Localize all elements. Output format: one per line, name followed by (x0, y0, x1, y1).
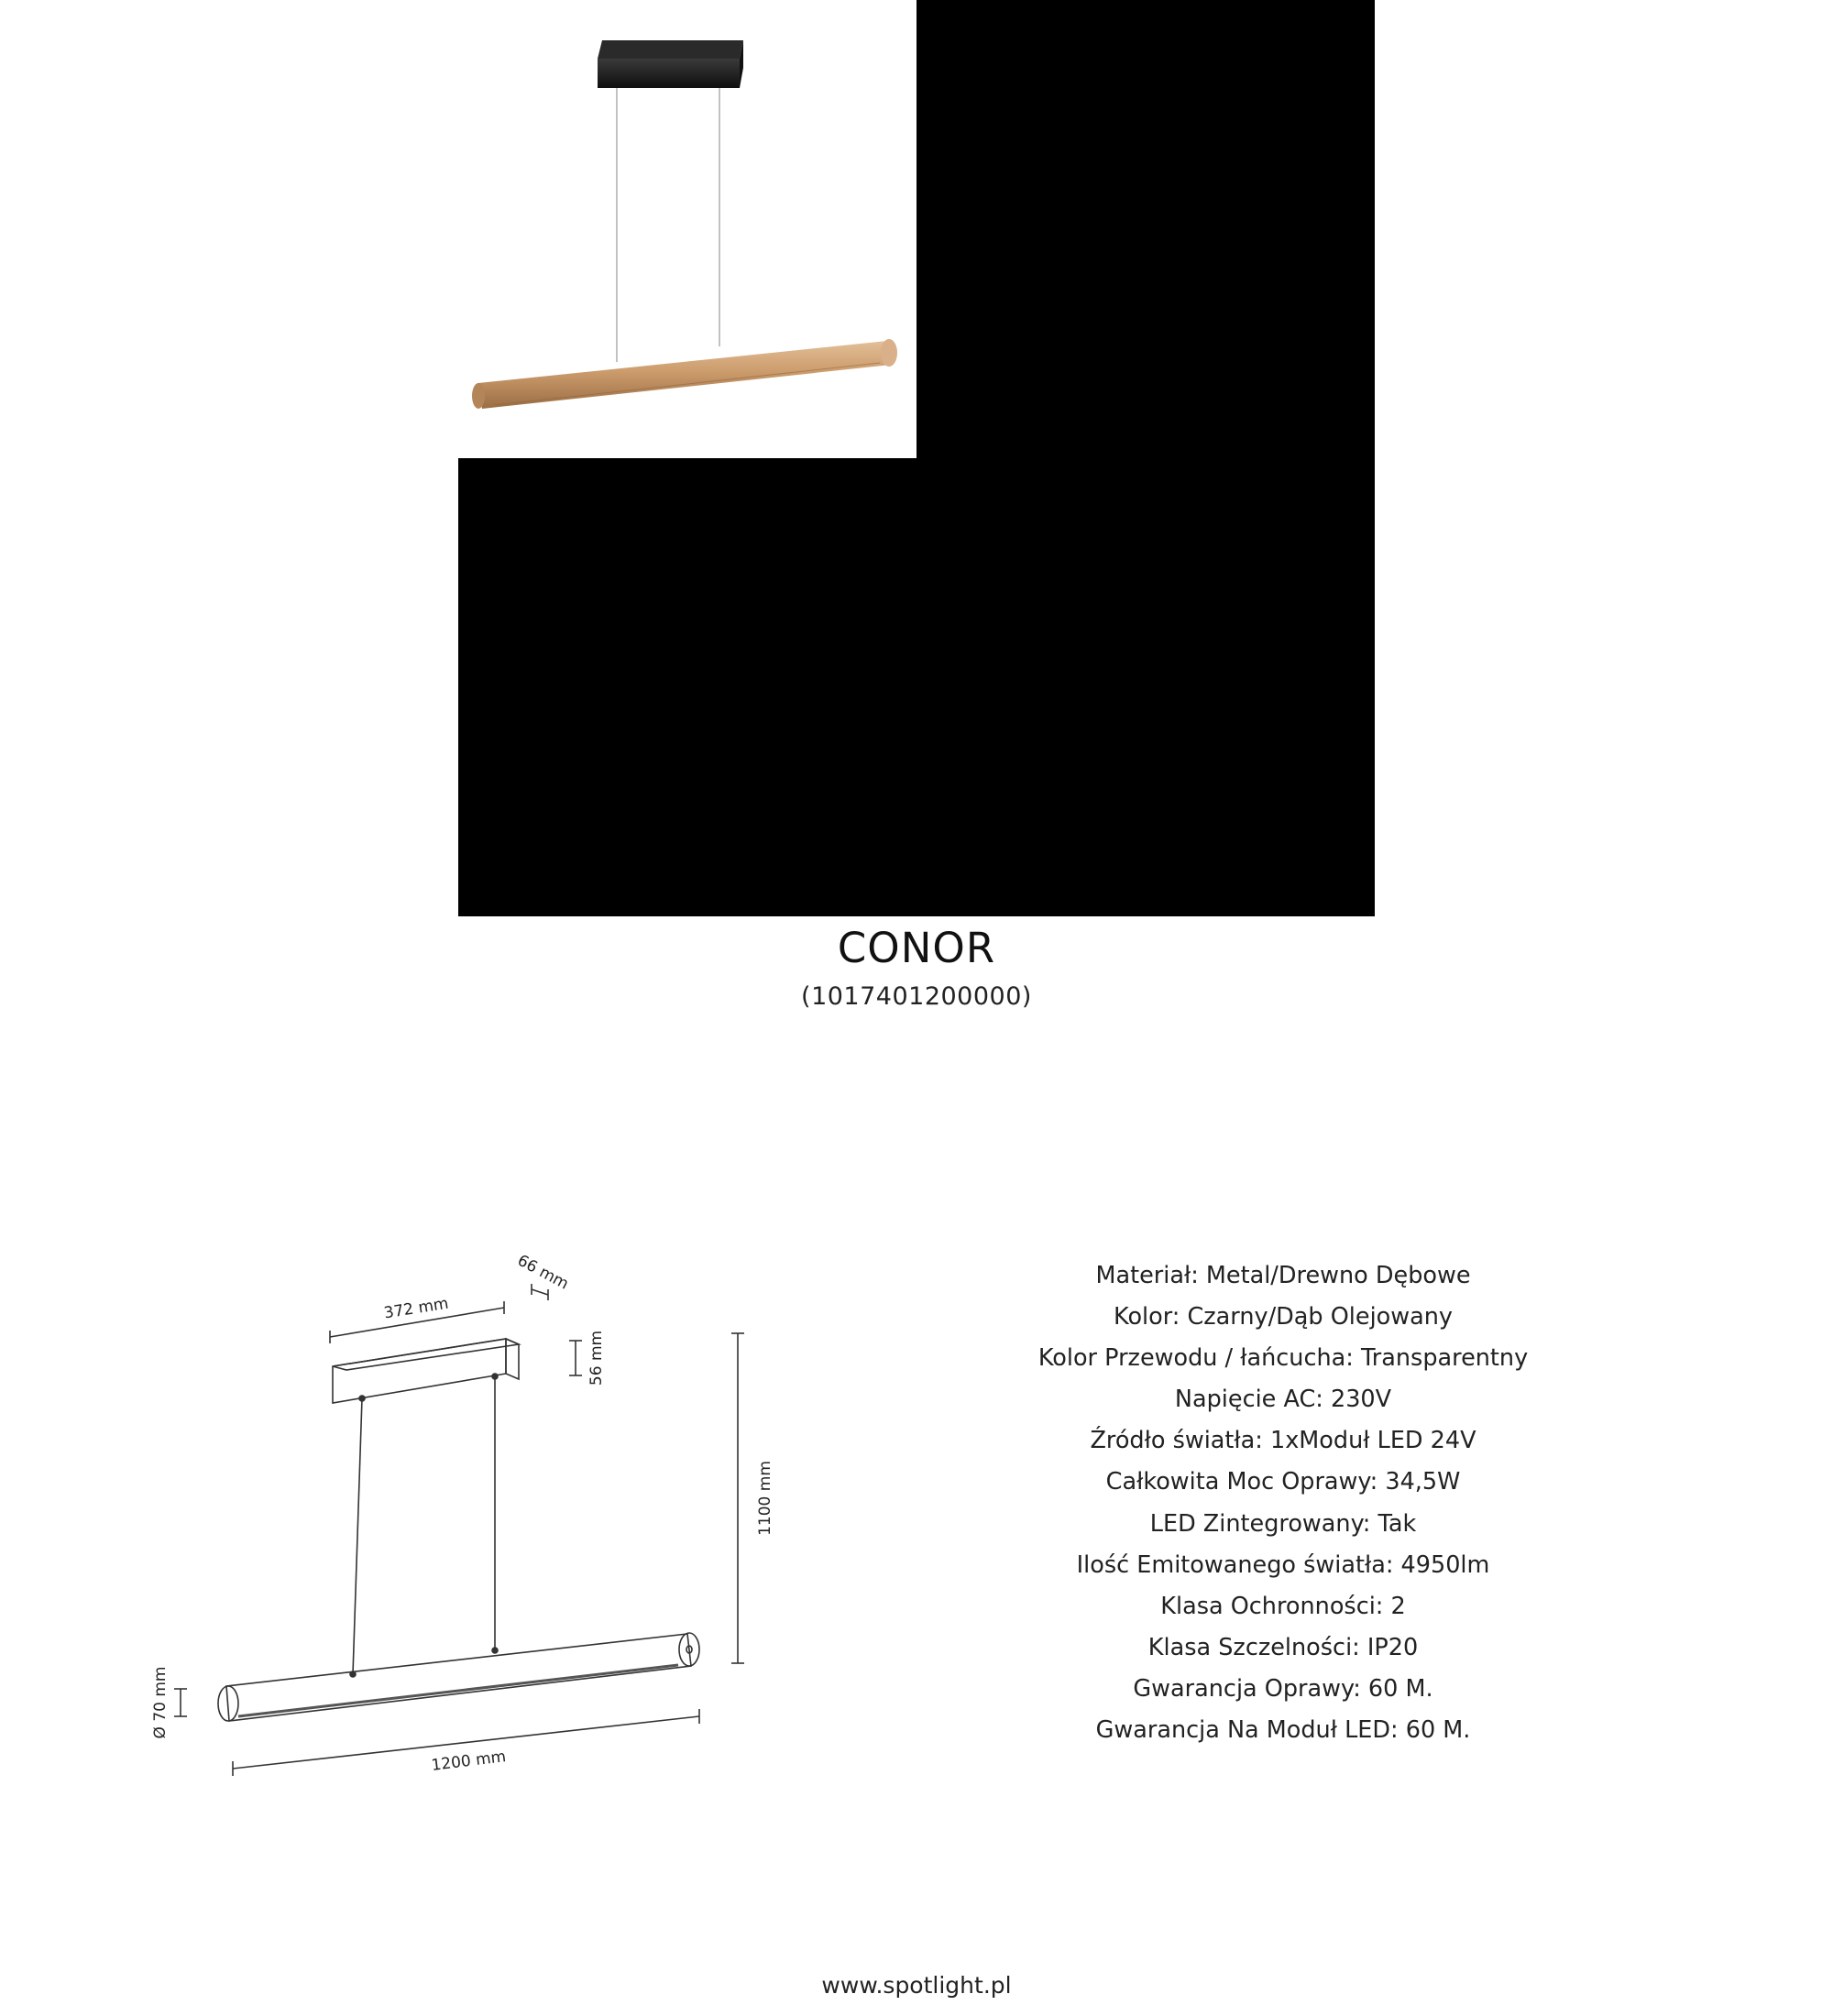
spec-material: Materiał: Metal/Drewno Dębowe (1095, 1262, 1471, 1289)
pendant-lamp-photo (458, 0, 916, 458)
product-name: CONOR (837, 924, 996, 972)
spec-fixture-warranty: Gwarancja Oprawy: 60 M. (1133, 1674, 1433, 1703)
label-canopy-height: 56 mm (587, 1330, 606, 1386)
spec-led-warranty: Gwarancja Na Moduł LED: 60 M. (1095, 1716, 1471, 1745)
canopy (598, 40, 743, 88)
spec-total-power: Całkowita Moc Oprawy: 34,5W (1105, 1468, 1461, 1496)
spec-color: Kolor: Czarny/Dąb Olejowany (1114, 1303, 1453, 1331)
spec-protection-class: Klasa Ochronności: 2 (1160, 1592, 1406, 1620)
drawing-wire-left (353, 1398, 362, 1674)
footer-website-link[interactable]: www.spotlight.pl (821, 1972, 1012, 1999)
label-tube-diameter: Ø 70 mm (151, 1666, 170, 1739)
spec-integrated-led: LED Zintegrowany: Tak (1149, 1509, 1417, 1538)
label-canopy-width: 66 mm (514, 1251, 572, 1294)
dim-total-height (731, 1333, 744, 1663)
dim-canopy-height (569, 1341, 582, 1375)
label-total-height: 1100 mm (756, 1461, 774, 1536)
spec-light-source: Źródło światła: 1xModuł LED 24V (1090, 1427, 1476, 1455)
spec-voltage: Napięcie AC: 230V (1174, 1386, 1392, 1414)
label-canopy-length: 372 mm (382, 1294, 450, 1323)
spec-ip-rating: Klasa Szczelności: IP20 (1147, 1633, 1419, 1661)
wooden-tube (472, 339, 897, 409)
dimension-diagram (137, 1242, 797, 1791)
label-tube-length: 1200 mm (430, 1748, 508, 1775)
canopy-outline (333, 1339, 519, 1403)
dim-canopy-width (532, 1284, 548, 1300)
spec-luminous-flux: Ilość Emitowanego światła: 4950lm (1076, 1550, 1490, 1579)
technical-drawing (137, 1242, 797, 1791)
specifications-list (916, 1255, 1650, 1751)
spec-cable-color: Kolor Przewodu / łańcucha: Transparentny (1037, 1344, 1529, 1373)
product-code: (1017401200000) (801, 982, 1032, 1011)
tube-outline (218, 1633, 699, 1721)
dim-tube-diameter (174, 1689, 187, 1716)
product-photo-collage (458, 0, 1375, 916)
product-photo (458, 0, 916, 458)
